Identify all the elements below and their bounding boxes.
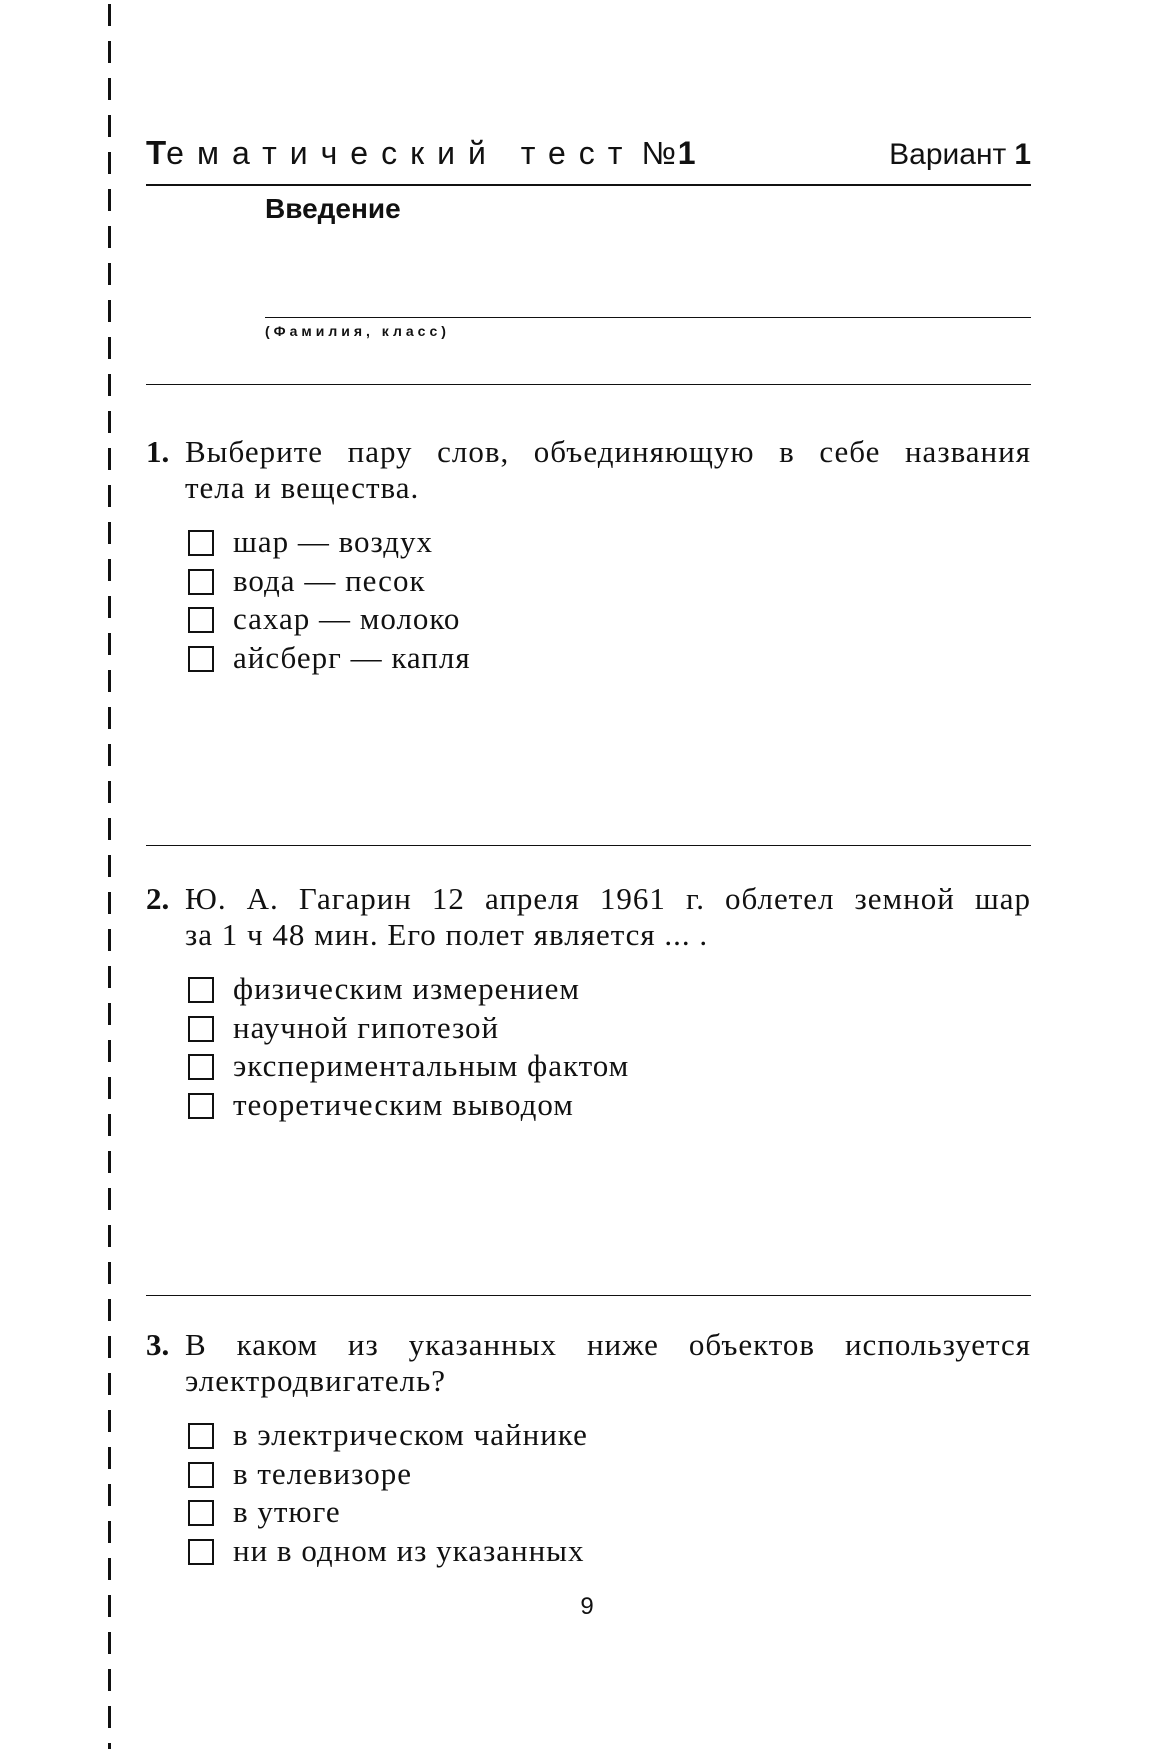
checkbox[interactable] bbox=[188, 1539, 214, 1565]
checkbox[interactable] bbox=[188, 1423, 214, 1449]
student-name-caption: (Фамилия, класс) bbox=[265, 323, 450, 339]
checkbox[interactable] bbox=[188, 607, 214, 633]
header-divider bbox=[146, 184, 1031, 186]
divider bbox=[146, 384, 1031, 385]
answer-option-label: физическим измерением bbox=[233, 971, 580, 1006]
question-text bbox=[185, 1327, 1031, 1399]
answer-option-label: научной гипотезой bbox=[233, 1009, 500, 1045]
question-2 bbox=[146, 881, 1031, 1141]
test-title-text: ематический тест bbox=[166, 135, 636, 171]
answer-option[interactable] bbox=[146, 523, 1031, 562]
answer-option[interactable] bbox=[146, 1009, 1031, 1048]
question-text-line: В каком из указанных ниже объектов используется bbox=[185, 1327, 1031, 1362]
answer-option[interactable] bbox=[146, 1455, 1031, 1494]
question-text-line: Ю. А. Гагарин 12 апреля 1961 г. облетел земной шар bbox=[185, 881, 1031, 916]
divider bbox=[146, 845, 1031, 846]
checkbox[interactable] bbox=[188, 1093, 214, 1119]
cut-line bbox=[108, 4, 111, 1749]
answer-option-label: теоретическим выводом bbox=[233, 1086, 574, 1122]
answer-options bbox=[146, 1416, 1031, 1570]
question-text-line: за 1 ч 48 мин. Его полет является ... . bbox=[185, 917, 709, 952]
answer-option[interactable] bbox=[146, 1493, 1031, 1532]
question-text bbox=[185, 434, 1031, 506]
answer-option[interactable] bbox=[146, 1047, 1031, 1086]
question-text-line: Выберите пару слов, объединяющую в себе названия bbox=[185, 434, 1031, 469]
answer-option-label: ни в одном из указанных bbox=[233, 1532, 585, 1568]
question-3 bbox=[146, 1327, 1031, 1587]
question-text bbox=[185, 881, 1031, 953]
answer-options bbox=[146, 523, 1031, 677]
checkbox[interactable] bbox=[188, 1054, 214, 1080]
answer-option[interactable] bbox=[146, 1416, 1031, 1455]
question-number: 3. bbox=[146, 1327, 170, 1362]
student-name-field[interactable] bbox=[265, 317, 1031, 318]
question-1 bbox=[146, 434, 1031, 694]
variant-text: Вариант bbox=[889, 138, 1007, 171]
test-title bbox=[146, 134, 696, 172]
answer-option-label: в электрическом чайнике bbox=[233, 1417, 588, 1452]
answer-option-label: шар — воздух bbox=[233, 524, 434, 559]
answer-option-label: айсберг — капля bbox=[233, 639, 471, 675]
question-number: 2. bbox=[146, 881, 170, 916]
answer-option[interactable] bbox=[146, 639, 1031, 678]
answer-option[interactable] bbox=[146, 1086, 1031, 1125]
test-title-lead: Т bbox=[146, 134, 167, 171]
question-text-line: тела и вещества. bbox=[185, 470, 420, 505]
checkbox[interactable] bbox=[188, 977, 214, 1003]
section-title: Введение bbox=[265, 193, 401, 224]
variant-number: 1 bbox=[1014, 138, 1031, 171]
checkbox[interactable] bbox=[188, 530, 214, 556]
test-number: 1 bbox=[677, 135, 696, 171]
test-number-sign: № bbox=[641, 135, 676, 171]
question-number: 1. bbox=[146, 434, 170, 469]
checkbox[interactable] bbox=[188, 1016, 214, 1042]
checkbox[interactable] bbox=[188, 569, 214, 595]
answer-option-label: в телевизоре bbox=[233, 1455, 412, 1491]
checkbox[interactable] bbox=[188, 1462, 214, 1488]
checkbox[interactable] bbox=[188, 1500, 214, 1526]
divider bbox=[146, 1295, 1031, 1296]
answer-option-label: сахар — молоко bbox=[233, 601, 461, 637]
answer-option[interactable] bbox=[146, 600, 1031, 639]
answer-option[interactable] bbox=[146, 1532, 1031, 1571]
answer-option-label: вода — песок bbox=[233, 562, 426, 598]
answer-options bbox=[146, 970, 1031, 1124]
answer-option-label: в утюге bbox=[233, 1494, 341, 1530]
page-header bbox=[146, 134, 1031, 180]
answer-option[interactable] bbox=[146, 970, 1031, 1009]
checkbox[interactable] bbox=[188, 646, 214, 672]
page-number: 9 bbox=[580, 1593, 594, 1620]
answer-option[interactable] bbox=[146, 562, 1031, 601]
question-text-line: электродвигатель? bbox=[185, 1363, 447, 1398]
answer-option-label: экспериментальным фактом bbox=[233, 1048, 630, 1084]
variant-label bbox=[889, 138, 1031, 172]
